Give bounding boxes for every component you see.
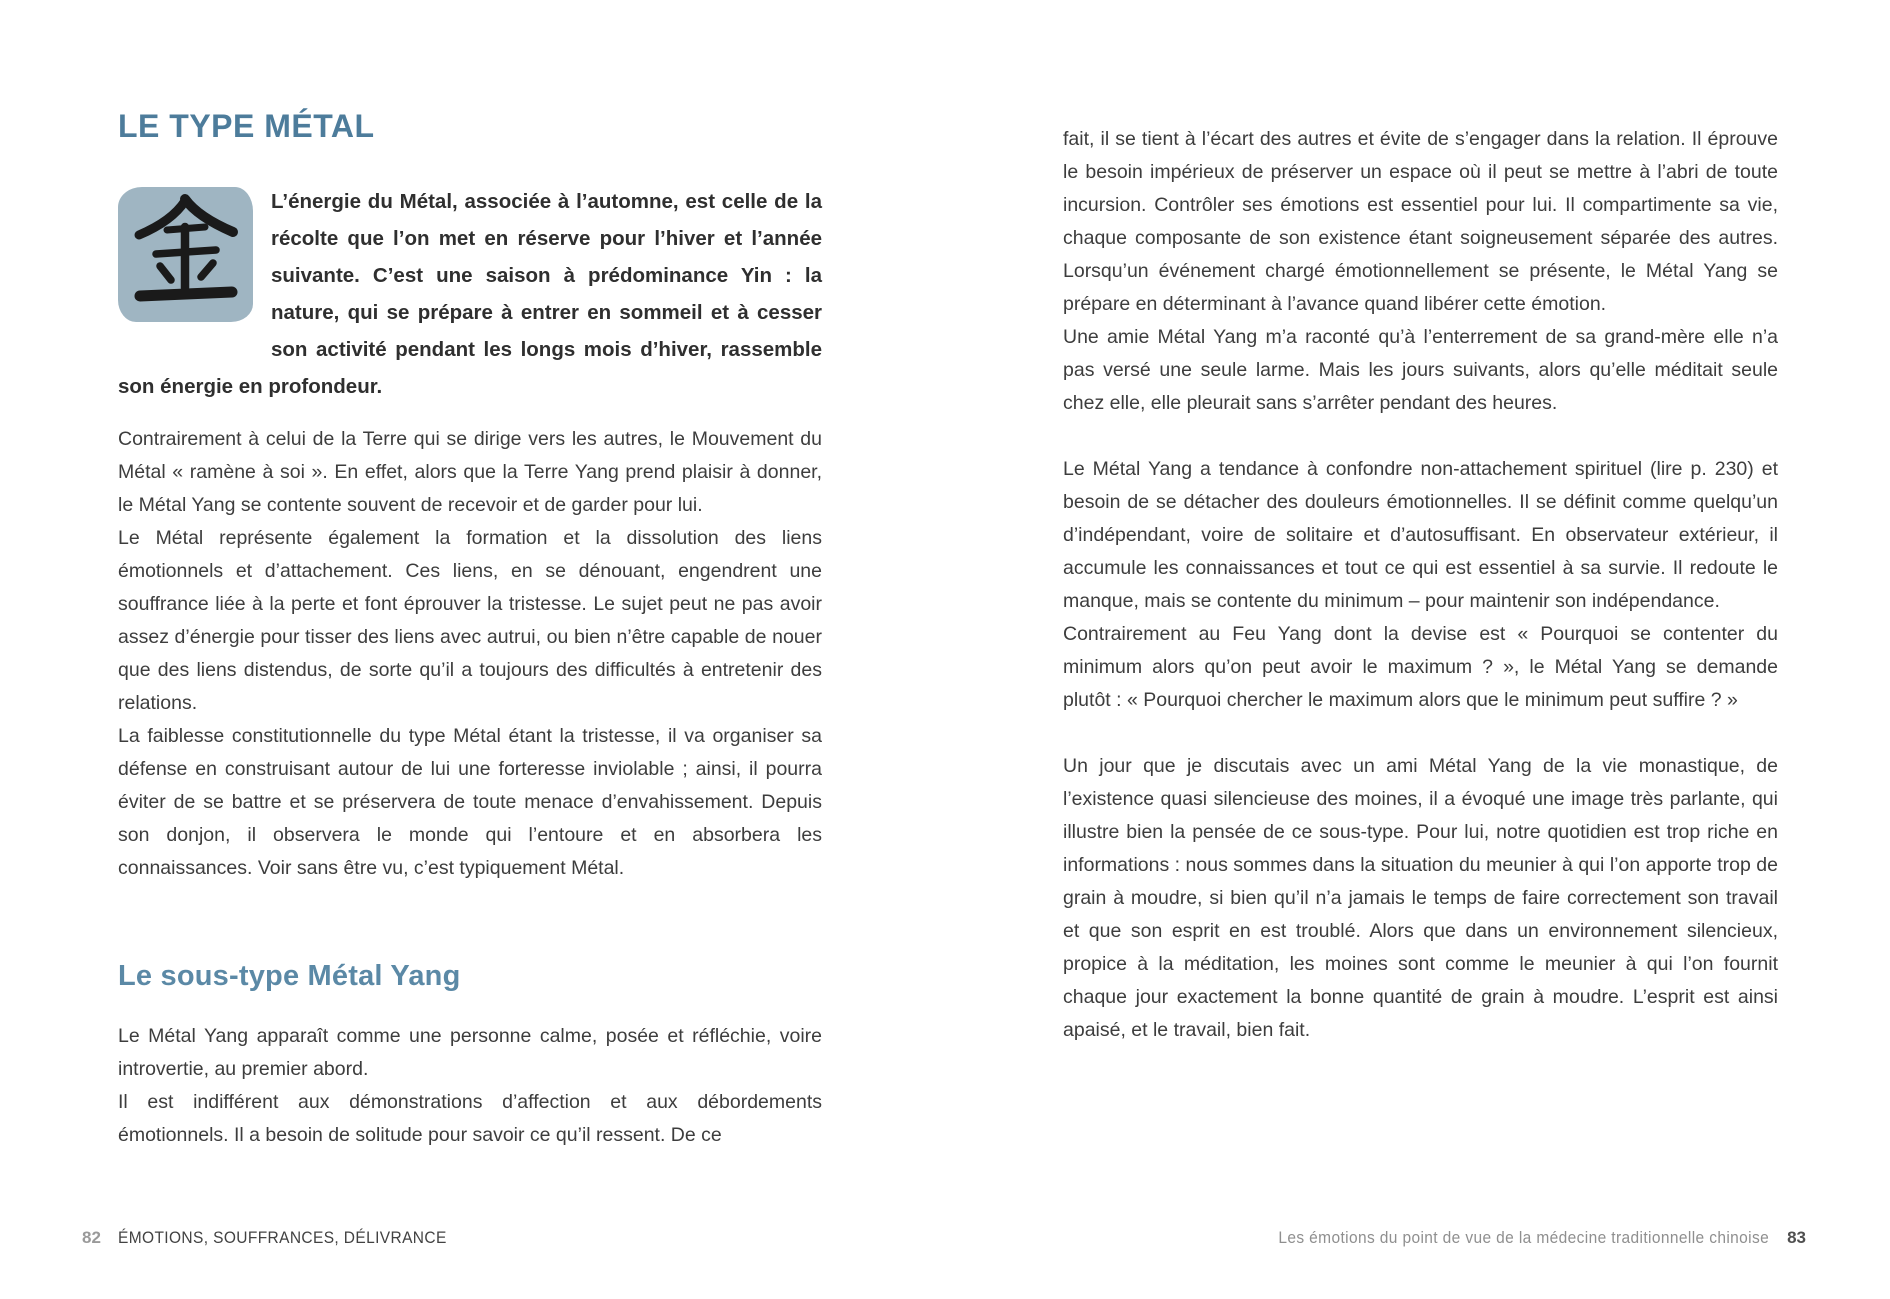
- chapter-title: LE TYPE MÉTAL: [118, 108, 375, 144]
- body-paragraph: La faiblesse constitutionnelle du type Métal étant la tristesse, il va organiser sa défense en construisant autour de lui une forteresse inviolable ; ainsi, il pourra éviter de se battre et se préservera de toute menace d’envahissement. Depuis son donjon, il observera le monde qui l’entoure et en absorbera les connaissances. Voir sans être vu, c’est typiquement Métal.: [118, 725, 822, 879]
- running-title: Les émotions du point de vue de la médecine traditionnelle chinoise: [1278, 1229, 1770, 1247]
- body-paragraph: Une amie Métal Yang m’a raconté qu’à l’enterrement de sa grand-mère elle n’a pas versé une seule larme. Mais les jours suivants, alors qu’elle méditait seule chez elle, elle pleurait sans s’arrêter pendant des heures.: [1063, 326, 1778, 414]
- body-paragraph: Contrairement au Feu Yang dont la devise est « Pourquoi se contenter du minimum alors qu’on peut avoir le maximum ? », le Métal Yang se demande plutôt : « Pourquoi chercher le maximum alors que le minimum peut suffire ? »: [1063, 623, 1778, 711]
- page-number: 82: [82, 1228, 101, 1247]
- body-paragraph: Contrairement à celui de la Terre qui se dirige vers les autres, le Mouvement du Métal « ramène à soi ». En effet, alors que la Terre Yang prend plaisir à donner, le Métal Yang se contente souvent de recevoir et de garder pour lui.: [118, 428, 822, 516]
- page-left: [118, 108, 822, 1152]
- body-paragraph: Le Métal Yang a tendance à confondre non-attachement spirituel (lire p. 230) et besoin de se détacher des douleurs émotionnelles. Il se définit comme quelqu’un d’indépendant, voire de solitaire et d’autosuffisant. En observateur extérieur, il accumule les connaissances et tout ce qui est essentiel à sa survie. Il redoute le manque, mais se contente du minimum – pour maintenir son indépendance.: [1063, 458, 1778, 612]
- body-paragraph: Le Métal représente également la formation et la dissolution des liens émotionnels et d’attachement. Ces liens, en se dénouant, engendrent une souffrance liée à la perte et font éprouver la tristesse. Le sujet peut ne pas avoir assez d’énergie pour tisser des liens avec autrui, ou bien n’être capable de nouer que des liens distendus, de sorte qu’il a toujours des difficultés à entretenir des relations.: [118, 527, 822, 714]
- footer-left: [82, 1228, 468, 1248]
- intro-block: [118, 183, 822, 405]
- body-paragraph: Il est indifférent aux démonstrations d’affection et aux débordements émotionnels. Il a besoin de solitude pour savoir ce qu’il ressent. De ce: [118, 1091, 822, 1146]
- subsection-title: Le sous-type Métal Yang: [118, 960, 461, 992]
- body-paragraph: fait, il se tient à l’écart des autres et évite de s’engager dans la relation. Il éprouve le besoin impérieux de préserver un espace où il peut se mettre à l’abri de toute incursion. Contrôler ses émotions est essentiel pour lui. Il compartimente sa vie, chaque composante de son existence étant soigneusement séparée des autres. Lorsqu’un événement chargé émotionnellement se présente, le Métal Yang se prépare en déterminant à l’avance quand libérer cette émotion.: [1063, 128, 1778, 315]
- running-title: ÉMOTIONS, SOUFFRANCES, DÉLIVRANCE: [117, 1229, 447, 1247]
- body-paragraph: Un jour que je discutais avec un ami Métal Yang de la vie monastique, de l’existence quasi silencieuse des moines, il a évoqué une image très parlante, qui illustre bien la pensée de ce sous-type. Pour lui, notre quotidien est trop riche en informations : nous sommes dans la situation du meunier à qui l’on apporte trop de grain à moudre, si bien qu’il n’a jamais le temps de faire correctement son travail et que son esprit en est troublé. Alors que dans un environnement silencieux, propice à la méditation, les moines sont comme le meunier à qui l’on fournit chaque jour exactement la bonne quantité de grain à moudre. L’esprit est ainsi apaisé, et le travail, bien fait.: [1063, 755, 1778, 1041]
- footer-right: [1247, 1228, 1806, 1248]
- metal-kanji-icon: [118, 187, 253, 322]
- page-number: 83: [1787, 1228, 1806, 1247]
- body-paragraph: Le Métal Yang apparaît comme une personne calme, posée et réfléchie, voire introvertie, au premier abord.: [118, 1025, 822, 1080]
- intro-paragraph: L’énergie du Métal, associée à l’automne, est celle de la récolte que l’on met en réserve pour l’hiver et l’année suivante. C’est une saison à prédominance Yin : la nature, qui se prépare à entrer en sommeil et à cesser son activité pendant les longs mois d’hiver, rassemble son énergie en profondeur.: [118, 190, 822, 398]
- page-right: [1063, 123, 1778, 1047]
- metal-kanji-strokes: [118, 187, 253, 322]
